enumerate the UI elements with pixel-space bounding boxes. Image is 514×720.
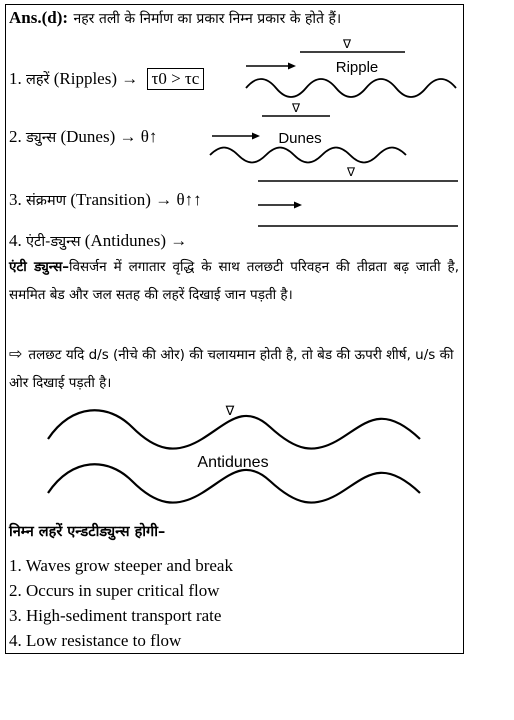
arrow: →	[155, 190, 173, 209]
dunes-water-symbol: ∇	[291, 101, 301, 115]
arrow: →	[170, 231, 188, 250]
point-1: 1. Waves grow steeper and break	[9, 556, 233, 575]
dunes-label: Dunes	[278, 130, 322, 147]
item-english: (Antidunes)	[84, 231, 167, 250]
dunes-bed-wave	[210, 148, 406, 163]
subheading: निम्न लहरें एन्डटीड्युन्स होगी–	[9, 524, 166, 540]
item-english: (Ripples)	[53, 69, 117, 88]
bullet-arrow-icon: ⇨	[9, 344, 23, 363]
arrow: →	[121, 69, 139, 88]
item-number: 4.	[9, 231, 22, 250]
item-number: 3.	[9, 190, 22, 209]
arrow: →	[119, 127, 137, 146]
antidunes-term: एंटी ड्युन्स–	[9, 259, 70, 275]
answer-text: नहर तली के निर्माण का प्रकार निम्न प्रकार के होते हैं।	[73, 11, 342, 27]
antidunes-label: Antidunes	[197, 454, 269, 471]
antidunes-water-symbol: ∇	[225, 403, 235, 418]
theta-condition: θ↑↑	[176, 190, 202, 209]
point-3: 3. High-sediment transport rate	[9, 606, 222, 625]
ripple-water-symbol: ∇	[342, 37, 352, 51]
item-number: 2.	[9, 127, 22, 146]
bedform-diagrams	[0, 0, 514, 260]
item-hindi: संक्रमण	[26, 193, 67, 209]
ripple-label: Ripple	[335, 59, 379, 76]
item-english: (Dunes)	[60, 127, 116, 146]
dunes-flow-arrowhead	[252, 133, 260, 140]
item-english: (Transition)	[70, 190, 151, 209]
antidunes-diagram	[0, 395, 514, 515]
item-hindi: ड्युन्स	[26, 130, 57, 146]
item-number: 1.	[9, 69, 22, 88]
ripple-bed-wave	[246, 79, 456, 97]
bullet-text: तलछट यदि d/s (नीचे की ओर) की चलायमान होती है, तो बेड की ऊपरी शीर्ष, u/s की ओर दिखाई पड़ती है।	[9, 347, 454, 391]
theta-condition: θ↑	[140, 127, 158, 146]
item-hindi: लहरें	[26, 72, 50, 88]
item-hindi: एंटी-ड्युन्स	[26, 234, 81, 250]
transition-water-symbol: ∇	[346, 165, 356, 179]
antidunes-description	[9, 253, 459, 309]
shear-condition: τ0 > τc	[151, 69, 200, 88]
point-4: 4. Low resistance to flow	[9, 631, 182, 650]
ripple-flow-arrowhead	[288, 63, 296, 70]
answer-label: Ans.(d):	[9, 8, 69, 27]
point-2: 2. Occurs in super critical flow	[9, 581, 220, 600]
bullet-note	[9, 340, 459, 397]
antidunes-text: विसर्जन में लगातार वृद्धि के साथ तलछटी परिवहन की तीव्रता बढ़ जाती है, सममित बेड और जल सतह की लहरें दिखाई जान पड़ती है।	[9, 259, 459, 303]
transition-flow-arrowhead	[294, 202, 302, 209]
